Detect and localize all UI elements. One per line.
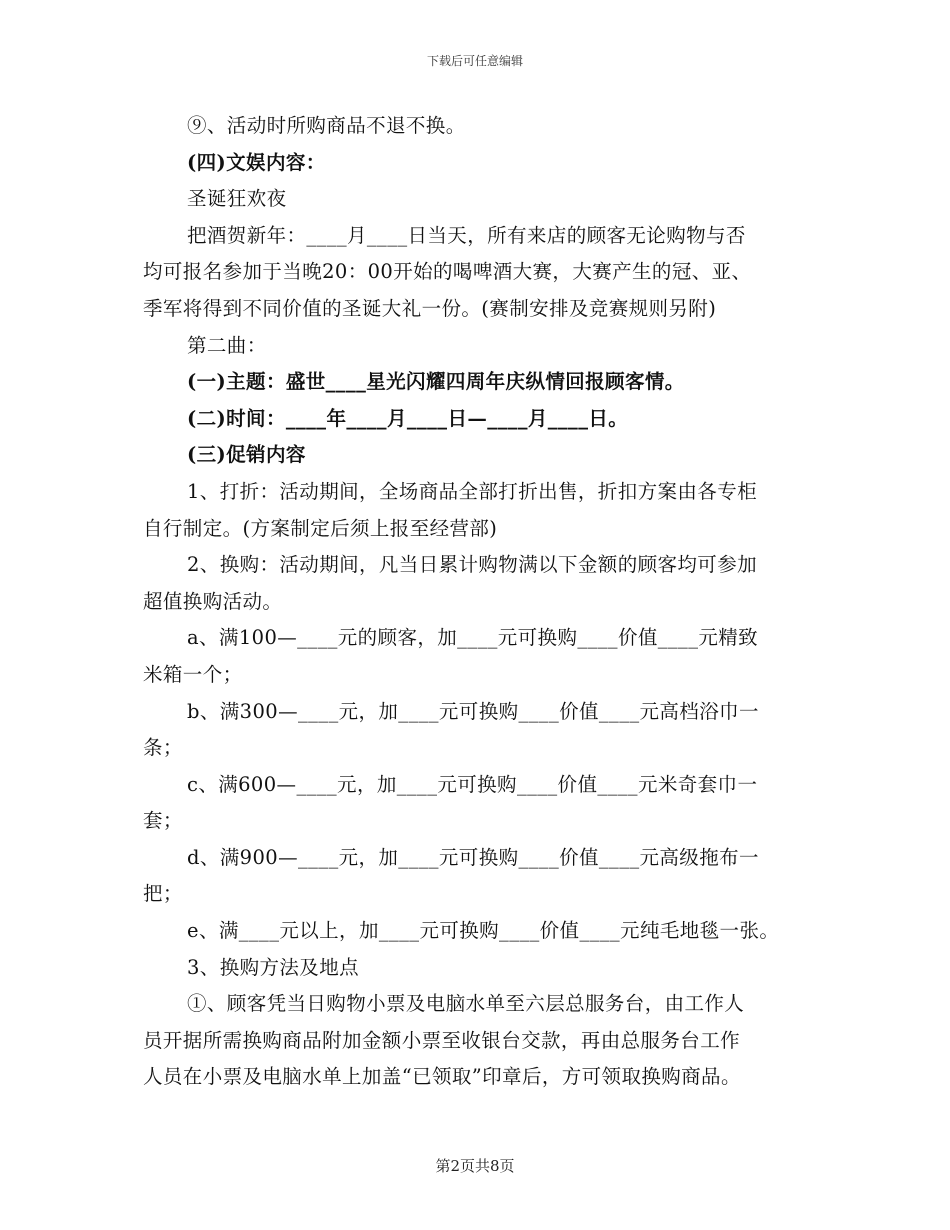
paragraph-line: 季军将得到不同价值的圣诞大礼一份。(赛制安排及竞赛规则另附) [143,296,717,320]
section-heading: (二)时间：____年____月____日—____月____日。 [187,406,629,430]
paragraph-line: 均可报名参加于当晚20：00开始的喝啤酒大赛，大赛产生的冠、亚、 [143,260,752,284]
paragraph-line: 人员在小票及电脑水单上加盖“已领取”印章后，方可领取换购商品。 [143,1065,741,1089]
list-item-continuation: 套； [143,809,183,833]
page-header: 下载后可任意编辑 [426,54,523,68]
section-heading: (四)文娱内容： [187,150,326,174]
paragraph-line: 第二曲： [187,333,267,357]
paragraph-line: 自行制定。(方案制定后须上报至经营部) [143,516,498,540]
list-item-continuation: 条； [143,736,183,760]
section-heading: (三)促销内容 [187,443,306,467]
list-item-continuation: 米箱一个； [143,662,243,686]
paragraph-line: 员开据所需换购商品附加金额小票至收银台交款，再由总服务台工作 [143,1028,741,1052]
list-item: c、满600—____元，加____元可换购____价值____元米奇套巾一 [187,772,758,796]
paragraph-line: ⑨、活动时所购商品不退不换。 [187,114,466,137]
list-item: b、满300—____元，加____元可换购____价值____元高档浴巾一 [187,699,759,723]
list-item-continuation: 把； [143,882,183,906]
list-item: d、满900—____元，加____元可换购____价值____元高级拖布一 [187,845,759,869]
paragraph-line: 3、换购方法及地点 [187,955,360,979]
paragraph-line: 把酒贺新年：____月____日当天，所有来店的顾客无论购物与否 [187,223,746,247]
document-body [143,108,823,1096]
paragraph-line: ①、顾客凭当日购物小票及电脑水单至六层总服务台，由工作人 [187,992,745,1016]
paragraph-line: 超值换购活动。 [143,589,283,613]
paragraph-line: 1、打折：活动期间，全场商品全部打折出售，折扣方案由各专柜 [187,479,758,503]
list-item: a、满100—____元的顾客，加____元可换购____价值____元精致 [187,626,759,650]
section-heading: (一)主题：盛世____星光闪耀四周年庆纵情回报顾客情。 [187,370,685,394]
paragraph-line: 2、换购：活动期间，凡当日累计购物满以下金额的顾客均可参加 [187,553,758,577]
paragraph-line: 圣诞狂欢夜 [187,187,287,211]
list-item: e、满____元以上，加____元可换购____价值____元纯毛地毯一张。 [187,919,780,943]
page-footer: 第2页共8页 [435,1157,515,1175]
